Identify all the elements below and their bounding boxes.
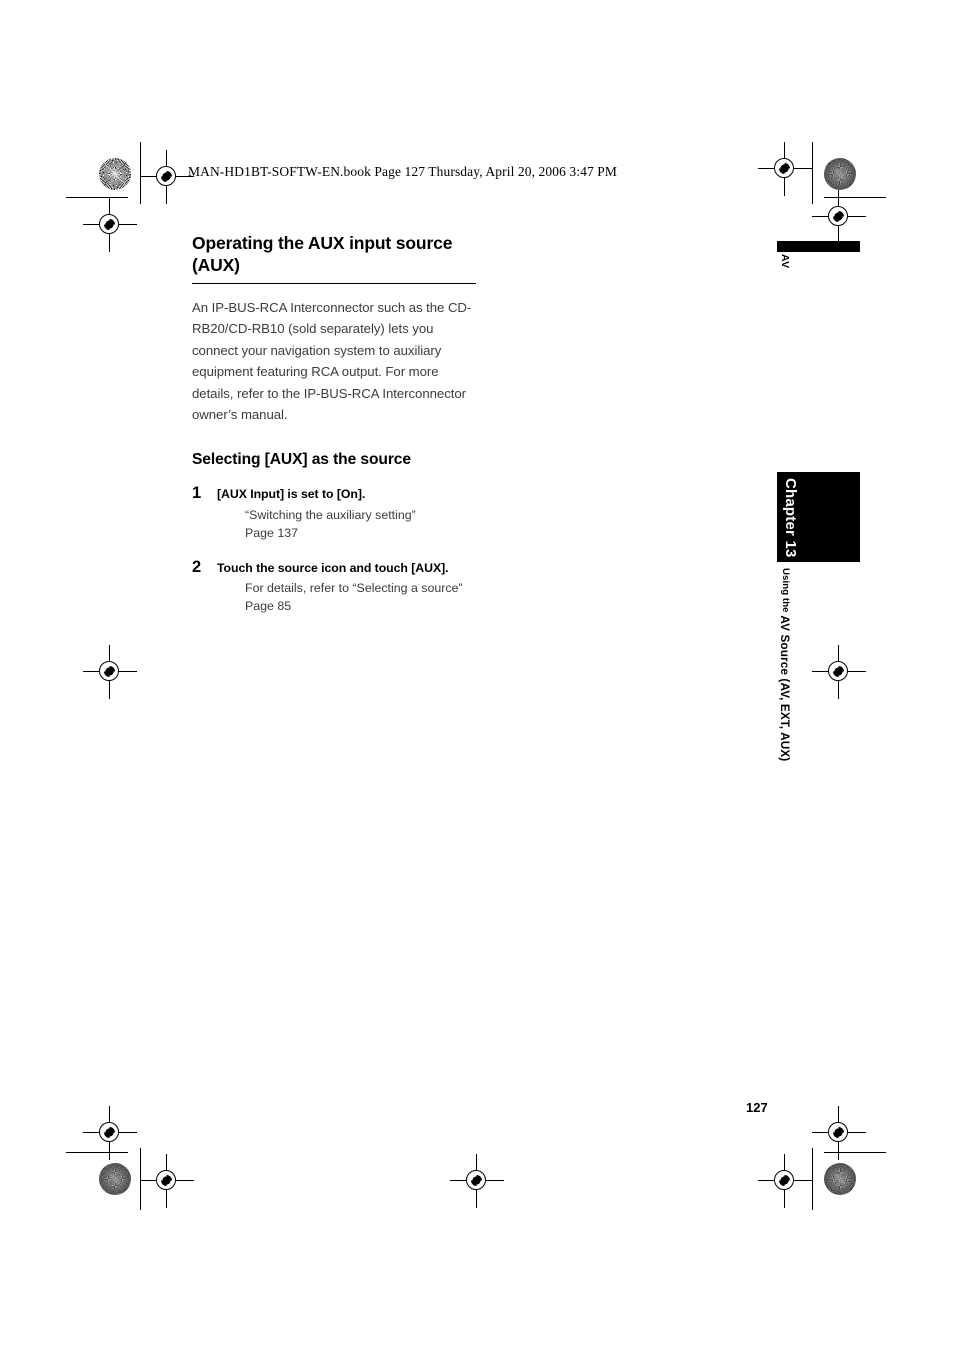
step-number: 2 [192, 557, 202, 576]
ink-density-mark-top-right [824, 158, 856, 190]
step-number: 1 [192, 484, 202, 503]
ink-density-mark-top-left [99, 158, 131, 190]
registration-mark-top-left [140, 150, 194, 204]
running-head-title: AV Source (AV, EXT, AUX) [778, 615, 792, 762]
registration-mark-bottom-left [83, 1106, 137, 1160]
source-file-header: MAN-HD1BT-SOFTW-EN.book Page 127 Thursday, April 20, 2006 3:47 PM [188, 164, 618, 179]
chapter-tab-label: Chapter 13 [782, 478, 799, 558]
step-detail [217, 507, 476, 543]
step-reference-text: For details, refer to “Selecting a source” [245, 580, 463, 595]
registration-mark-top-right-inner [812, 190, 866, 244]
step-reference-text: “Switching the auxiliary setting” [245, 507, 416, 522]
step-heading: Touch the source icon and touch [AUX]. [217, 560, 449, 575]
step-page-reference: Page 137 [245, 525, 299, 540]
av-section-label: AV [779, 254, 791, 269]
registration-mark-bottom-left-inner [140, 1154, 194, 1208]
registration-mark-bottom-center [450, 1154, 504, 1208]
page-title: Operating the AUX input source (AUX) [192, 233, 453, 276]
text-column [192, 232, 476, 616]
registration-mark-bottom-right-inner [812, 1106, 866, 1160]
subsection-title: Selecting [AUX] as the source [192, 451, 411, 469]
title-divider [192, 283, 476, 284]
registration-mark-top-right [758, 142, 812, 196]
running-head-prefix: Using the [780, 568, 791, 616]
registration-mark-middle-right [812, 645, 866, 699]
procedure-step [192, 486, 476, 542]
step-heading: [AUX Input] is set to [On]. [217, 487, 366, 502]
procedure-step [192, 557, 476, 616]
intro-paragraph: An IP-BUS-RCA Interconnector such as the CD-RB20/CD-RB10 (sold separately) lets you connect your navigation system to auxiliary equipment featuring RCA output. For more details, refer to the IP-BUS-RCA Interconnector owner’s manual. [192, 300, 472, 422]
ink-density-mark-bottom-left [99, 1163, 131, 1195]
page-number: 127 [746, 1100, 768, 1115]
ink-density-mark-bottom-right [824, 1163, 856, 1195]
registration-mark-bottom-right [758, 1154, 812, 1208]
step-page-reference: Page 85 [245, 598, 292, 613]
chapter-thumb-tab [777, 472, 860, 562]
step-detail [217, 580, 476, 616]
registration-mark-middle-left [83, 645, 137, 699]
running-head [778, 568, 792, 761]
registration-mark-top-left-inner [83, 198, 137, 252]
av-section-bar [777, 241, 860, 252]
